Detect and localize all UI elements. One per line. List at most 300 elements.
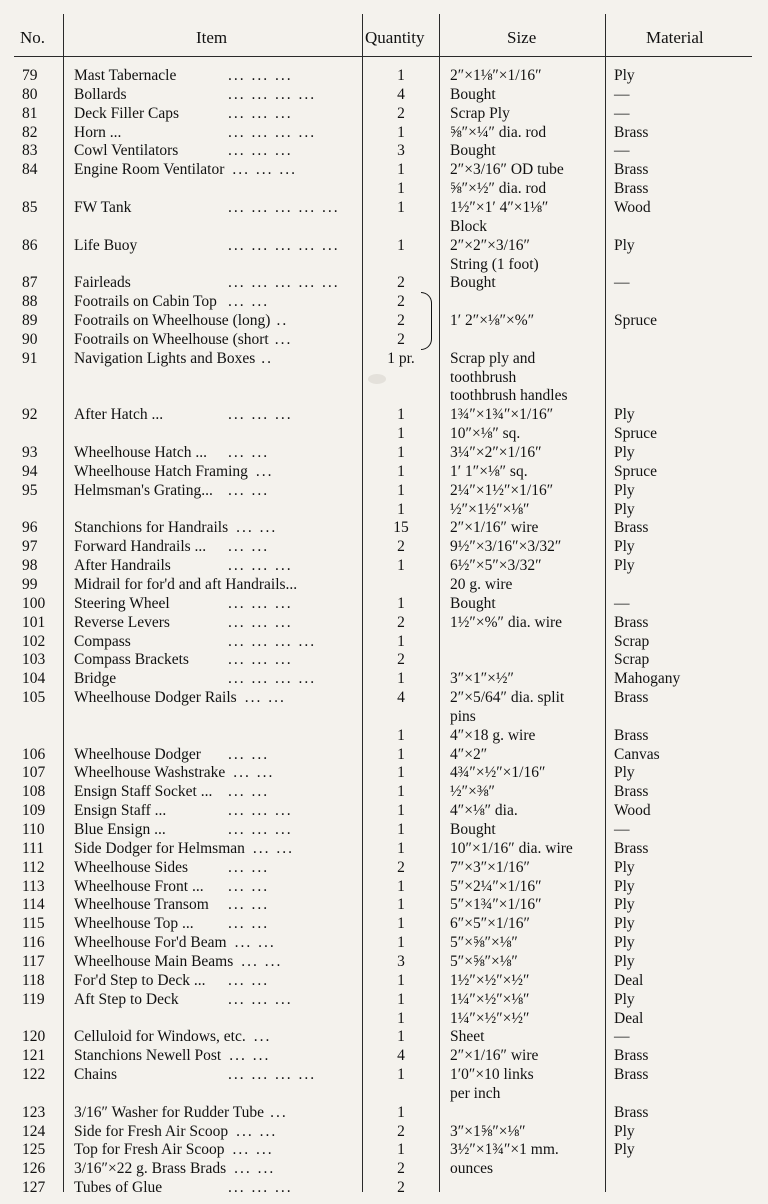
leader-dots: ... ... [228, 877, 270, 895]
leader-dots: ... [270, 1103, 288, 1121]
row-number: 88 [22, 293, 38, 311]
quantity-value: 1 [397, 557, 405, 575]
table-row [0, 878, 768, 897]
size-value: 1½″×½″×½″ [450, 971, 530, 989]
item-name: Life Buoy [74, 236, 138, 254]
table-row [0, 1160, 768, 1179]
table-row [0, 840, 768, 859]
quantity-value: 1 [397, 161, 405, 179]
row-number: 93 [22, 444, 38, 461]
leader-dots: ... ... ... [228, 104, 293, 122]
leader-dots: ... ... ... ... [228, 85, 317, 103]
material-value: Brass [614, 123, 649, 141]
quantity-value: 2 [397, 274, 405, 292]
material-value: Wood [614, 802, 651, 820]
row-number: 113 [22, 877, 45, 895]
material-value: Ply [614, 1141, 635, 1159]
size-value: 4¾″×½″×1/16″ [450, 764, 546, 782]
table-row [0, 86, 768, 105]
size-value: ½″×1½″×⅛″ [450, 500, 530, 518]
table-row [0, 557, 768, 576]
size-value: 1′ 2″×⅛″×%″ [450, 312, 535, 330]
row-number: 120 [22, 1028, 46, 1046]
row-number: 100 [22, 594, 46, 612]
table-row [0, 614, 768, 633]
quantity-value: 1 [397, 462, 405, 480]
row-number: 104 [22, 670, 46, 688]
row-number: 121 [22, 1047, 46, 1065]
table-row [0, 105, 768, 124]
table-row [0, 124, 768, 143]
quantity-value: 1 [397, 726, 405, 744]
leader-dots: ... ... [229, 1047, 271, 1065]
leader-dots: ... ... ... [228, 802, 293, 820]
row-number: 84 [22, 161, 38, 179]
leader-dots: ... ... [228, 745, 270, 763]
item-name: Stanchions Newell Post [74, 1047, 222, 1065]
material-value: Ply [614, 557, 635, 575]
leader-dots: ... ... ... ... ... [228, 198, 340, 216]
item-name: Wheelhouse Front ... [74, 877, 204, 895]
quantity-value: 2 [397, 330, 405, 348]
size-value: 5″×2¼″×1/16″ [450, 877, 542, 895]
material-value: — [614, 142, 630, 160]
quantity-value: 1 [397, 632, 405, 650]
quantity-value: 1 [397, 821, 405, 838]
leader-dots: ... [253, 1028, 272, 1046]
table-row [0, 1010, 768, 1029]
leader-dots: ... ... [252, 839, 295, 857]
table-row [0, 783, 768, 802]
leader-dots: ... ... [233, 764, 275, 782]
row-number: 91 [22, 349, 38, 367]
size-value: 9½″×3/16″×3/32″ [450, 538, 562, 556]
material-value: Spruce [614, 425, 658, 443]
row-number: 81 [22, 104, 38, 122]
item-name: After Handrails [74, 557, 171, 575]
leader-dots: ... ... [244, 689, 286, 707]
row-number: 83 [22, 142, 38, 160]
quantity-value: 1 [397, 990, 405, 1008]
quantity-value: 1 [397, 198, 405, 216]
size-value: 3½″×1¾″×1 mm. [450, 1141, 559, 1159]
table-row [0, 199, 768, 218]
quantity-value: 2 [397, 1179, 405, 1197]
table-row [0, 576, 768, 595]
quantity-value: 2 [397, 651, 405, 669]
leader-dots: ... ... ... [228, 613, 293, 631]
quantity-value: 1 [397, 500, 405, 518]
table-row [0, 689, 768, 708]
quantity-value: 2 [397, 1160, 405, 1178]
table-row [0, 67, 768, 86]
material-value: Ply [614, 764, 635, 782]
row-number: 123 [22, 1103, 46, 1121]
size-value: 5″×⅝″×⅛″ [450, 934, 518, 952]
table-row [0, 972, 768, 991]
table-row [0, 274, 768, 293]
quantity-value: 4 [397, 689, 405, 707]
row-number: 97 [22, 538, 38, 556]
material-value: Ply [614, 858, 635, 876]
quantity-value: 1 [397, 802, 405, 820]
quantity-value: 1 [397, 481, 405, 499]
material-value: Ply [614, 236, 635, 254]
item-name: 3/16″×22 g. Brass Brads [74, 1160, 227, 1178]
table-row [0, 595, 768, 614]
size-value: Sheet [450, 1028, 485, 1046]
material-value: Ply [614, 406, 635, 424]
material-value: — [614, 821, 630, 838]
item-name: Midrail for for'd and aft Handrails... [74, 575, 298, 593]
leader-dots: ... ... ... ... [228, 670, 317, 688]
quantity-value: 2 [397, 1122, 405, 1140]
grouping-brace [421, 292, 432, 350]
material-value: Brass [614, 689, 649, 707]
leader-dots: ... ... ... [228, 142, 293, 160]
leader-dots: ... ... [228, 783, 270, 801]
table-row [0, 1179, 768, 1198]
item-name: Mast Tabernacle [74, 67, 177, 84]
item-name: Helmsman's Grating... [74, 481, 213, 499]
material-value: Ply [614, 896, 635, 914]
material-value: — [614, 1028, 630, 1046]
material-value: Canvas [614, 745, 660, 763]
item-name: Forward Handrails ... [74, 538, 207, 556]
row-number: 87 [22, 274, 38, 292]
quantity-value: 1 [397, 180, 405, 198]
item-name: Reverse Levers [74, 613, 170, 631]
quantity-value: 1 [397, 425, 405, 443]
material-value: — [614, 594, 630, 612]
row-number: 79 [22, 67, 38, 84]
size-value: ⅝″×½″ dia. rod [450, 180, 547, 198]
item-name: Wheelhouse Main Beams [74, 952, 234, 970]
table-row [0, 1085, 768, 1104]
size-value: Bought [450, 274, 496, 292]
table-row [0, 180, 768, 199]
item-name: Engine Room Ventilator [74, 161, 225, 179]
quantity-value: 1 [397, 1141, 405, 1159]
quantity-value: 1 [397, 783, 405, 801]
leader-dots: ... ... [236, 1122, 278, 1140]
header-item: Item [196, 28, 228, 47]
size-value: 20 g. wire [450, 575, 513, 593]
row-number: 109 [22, 802, 46, 820]
item-name: Fairleads [74, 274, 131, 292]
table-row [0, 519, 768, 538]
size-value: pins [450, 707, 476, 725]
size-value: 5″×1¾″×1/16″ [450, 896, 542, 914]
leader-dots: ... ... ... [228, 594, 293, 612]
material-value: Brass [614, 726, 649, 744]
table-row [0, 161, 768, 180]
leader-dots: ... ... ... [228, 67, 293, 84]
leader-dots: ... ... [228, 538, 270, 556]
quantity-value: 3 [397, 142, 405, 160]
material-value: — [614, 104, 630, 122]
row-number: 125 [22, 1141, 46, 1159]
row-number: 89 [22, 312, 38, 330]
table-row [0, 142, 768, 161]
leader-dots: ... ... [234, 1160, 276, 1178]
size-value: 2¼″×1½″×1/16″ [450, 481, 554, 499]
material-value: Brass [614, 613, 649, 631]
item-name: Side Dodger for Helmsman [74, 839, 245, 857]
table-row [0, 256, 768, 275]
row-number: 115 [22, 915, 45, 933]
size-value: 4″×⅛″ dia. [450, 802, 518, 820]
material-value: Wood [614, 198, 651, 216]
size-value: 1½″×%″ dia. wire [450, 613, 563, 631]
material-value: Ply [614, 67, 635, 84]
item-name: Side for Fresh Air Scoop [74, 1122, 229, 1140]
table-row [0, 1047, 768, 1066]
material-value: Deal [614, 971, 644, 989]
material-value: Spruce [614, 462, 658, 480]
item-name: Ensign Staff ... [74, 802, 167, 820]
item-name: Wheelhouse Transom [74, 896, 209, 914]
item-name: Footrails on Wheelhouse (short [74, 330, 269, 348]
table-row [0, 670, 768, 689]
size-value: 2″×5/64″ dia. split [450, 689, 565, 707]
quantity-value: 1 [397, 896, 405, 914]
table-row [0, 293, 768, 312]
item-name: Cowl Ventilators [74, 142, 179, 160]
leader-dots: ... ... [228, 915, 270, 933]
size-value: String (1 foot) [450, 255, 539, 273]
header-rule [14, 56, 752, 57]
item-name: Compass Brackets [74, 651, 189, 669]
item-name: Wheelhouse Hatch ... [74, 444, 207, 461]
item-name: Aft Step to Deck [74, 990, 179, 1008]
material-value: Brass [614, 1047, 649, 1065]
item-name: Bollards [74, 85, 127, 103]
item-name: Ensign Staff Socket ... [74, 783, 213, 801]
size-value: 1¼″×½″×½″ [450, 1009, 530, 1027]
table-row [0, 896, 768, 915]
table-row [0, 444, 768, 463]
table-row [0, 312, 768, 331]
table-row [0, 237, 768, 256]
item-name: Blue Ensign ... [74, 821, 166, 838]
size-value: 1¾″×1¾″×1/16″ [450, 406, 554, 424]
leader-dots: ... ... [234, 934, 276, 952]
material-value: Ply [614, 990, 635, 1008]
row-number: 117 [22, 952, 45, 970]
material-value: Ply [614, 915, 635, 933]
material-value: Brass [614, 519, 649, 537]
item-name: Footrails on Cabin Top [74, 293, 217, 311]
item-name: Stanchions for Handrails [74, 519, 229, 537]
size-value: 10″×1/16″ dia. wire [450, 839, 573, 857]
leader-dots: ... ... [228, 971, 270, 989]
size-value: Bought [450, 85, 496, 103]
row-number: 107 [22, 764, 46, 782]
quantity-value: 1 [397, 1103, 405, 1121]
material-value: Ply [614, 444, 635, 461]
row-number: 85 [22, 198, 38, 216]
row-number: 99 [22, 575, 38, 593]
leader-dots: ... ... [228, 896, 270, 914]
table-row [0, 727, 768, 746]
table-row [0, 953, 768, 972]
quantity-value: 1 [397, 877, 405, 895]
quantity-value: 1 [397, 123, 405, 141]
table-row [0, 463, 768, 482]
table-row [0, 1141, 768, 1160]
quantity-value: 1 [397, 1028, 405, 1046]
table-row [0, 218, 768, 237]
size-value: 4″×18 g. wire [450, 726, 536, 744]
size-value: Block [450, 217, 488, 235]
quantity-value: 1 [397, 934, 405, 952]
material-value: Brass [614, 783, 649, 801]
table-row [0, 1028, 768, 1047]
material-value: Ply [614, 538, 635, 556]
size-value: per inch [450, 1084, 501, 1102]
table-row [0, 746, 768, 765]
item-name: Wheelhouse Hatch Framing [74, 462, 248, 480]
leader-dots: ... ... ... [228, 406, 293, 424]
material-value: Scrap [614, 651, 650, 669]
size-value: 1′0″×10 links [450, 1066, 534, 1084]
size-value: 6″×5″×1/16″ [450, 915, 530, 933]
material-value: Ply [614, 481, 635, 499]
row-number: 127 [22, 1179, 46, 1197]
material-value: Mahogany [614, 670, 681, 688]
size-value: Bought [450, 142, 496, 160]
quantity-value: 2 [397, 858, 405, 876]
table-row [0, 633, 768, 652]
quantity-value: 1 [397, 915, 405, 933]
table-row [0, 991, 768, 1010]
quantity-value: 2 [397, 538, 405, 556]
leader-dots: .. [261, 349, 273, 367]
leader-dots: .. [276, 312, 289, 330]
paper-stain [368, 374, 386, 384]
item-name: Celluloid for Windows, etc. [74, 1028, 246, 1046]
row-number: 94 [22, 462, 38, 480]
leader-dots: ... ... [241, 952, 283, 970]
table-row [0, 821, 768, 840]
size-value: Scrap Ply [450, 104, 510, 122]
leader-dots: ... ... ... [228, 557, 293, 575]
leader-dots: ... ... ... [228, 1179, 293, 1197]
material-value: Scrap [614, 632, 650, 650]
material-value: Spruce [614, 312, 658, 330]
leader-dots: ... [274, 330, 293, 348]
item-name: Deck Filler Caps [74, 104, 180, 122]
quantity-value: 1 [397, 971, 405, 989]
row-number: 118 [22, 971, 45, 989]
table-row [0, 764, 768, 783]
size-value: 2″×1/16″ wire [450, 519, 539, 537]
item-name: Wheelhouse Dodger [74, 745, 201, 763]
row-number: 80 [22, 85, 38, 103]
quantity-value: 1 [397, 236, 405, 254]
quantity-value: 2 [397, 312, 405, 330]
material-value: Ply [614, 877, 635, 895]
row-number: 108 [22, 783, 46, 801]
item-name: Wheelhouse For'd Beam [74, 934, 227, 952]
row-number: 95 [22, 481, 38, 499]
size-value: 2″×2″×3/16″ [450, 236, 530, 254]
row-number: 126 [22, 1160, 46, 1178]
item-name: Footrails on Wheelhouse (long) [74, 312, 271, 330]
leader-dots: ... ... [228, 858, 270, 876]
leader-dots: ... [255, 462, 274, 480]
size-value: 3″×1⅝″×⅛″ [450, 1122, 526, 1140]
size-value: 5″×⅝″×⅛″ [450, 952, 518, 970]
size-value: 2″×1/16″ wire [450, 1047, 539, 1065]
quantity-value: 1 pr. [387, 349, 415, 367]
size-value: 1½″×1′ 4″×1⅛″ [450, 198, 549, 216]
item-name: Wheelhouse Top ... [74, 915, 194, 933]
quantity-value: 1 [397, 764, 405, 782]
quantity-value: 1 [397, 839, 405, 857]
row-number: 92 [22, 406, 38, 424]
quantity-value: 2 [397, 613, 405, 631]
quantity-value: 15 [393, 519, 409, 537]
item-name: Navigation Lights and Boxes [74, 349, 256, 367]
item-name: FW Tank [74, 198, 132, 216]
material-value: Brass [614, 161, 649, 179]
row-number: 90 [22, 330, 38, 348]
table-row [0, 708, 768, 727]
item-name: Steering Wheel [74, 594, 170, 612]
quantity-value: 4 [397, 85, 405, 103]
table-row [0, 934, 768, 953]
row-number: 103 [22, 651, 46, 669]
size-value: ounces [450, 1160, 494, 1178]
table-row [0, 1104, 768, 1123]
leader-dots: ... ... [228, 481, 270, 499]
item-name: For'd Step to Deck ... [74, 971, 206, 989]
row-number: 86 [22, 236, 38, 254]
row-number: 82 [22, 123, 38, 141]
material-value: Ply [614, 952, 635, 970]
item-name: Tubes of Glue [74, 1179, 163, 1197]
item-name: Wheelhouse Dodger Rails [74, 689, 237, 707]
item-name: Wheelhouse Sides [74, 858, 189, 876]
material-value: — [614, 85, 630, 103]
row-number: 124 [22, 1122, 46, 1140]
item-name: Top for Fresh Air Scoop [74, 1141, 225, 1159]
leader-dots: ... ... [228, 444, 270, 461]
table-row [0, 802, 768, 821]
header-quantity: Quantity [365, 28, 425, 47]
quantity-value: 1 [397, 444, 405, 461]
quantity-value: 1 [397, 1009, 405, 1027]
table-row [0, 859, 768, 878]
leader-dots: ... ... ... ... [228, 632, 317, 650]
table-row [0, 1066, 768, 1085]
table-row [0, 331, 768, 350]
leader-dots: ... ... [236, 519, 278, 537]
leader-dots: ... ... ... ... [228, 123, 317, 141]
quantity-value: 2 [397, 104, 405, 122]
quantity-value: 1 [397, 594, 405, 612]
material-value: Brass [614, 1103, 649, 1121]
row-number: 96 [22, 519, 38, 537]
row-number: 112 [22, 858, 45, 876]
row-number: 102 [22, 632, 46, 650]
row-number: 106 [22, 745, 46, 763]
table-row [0, 482, 768, 501]
table-row [0, 651, 768, 670]
size-value: 3¼″×2″×1/16″ [450, 444, 542, 461]
